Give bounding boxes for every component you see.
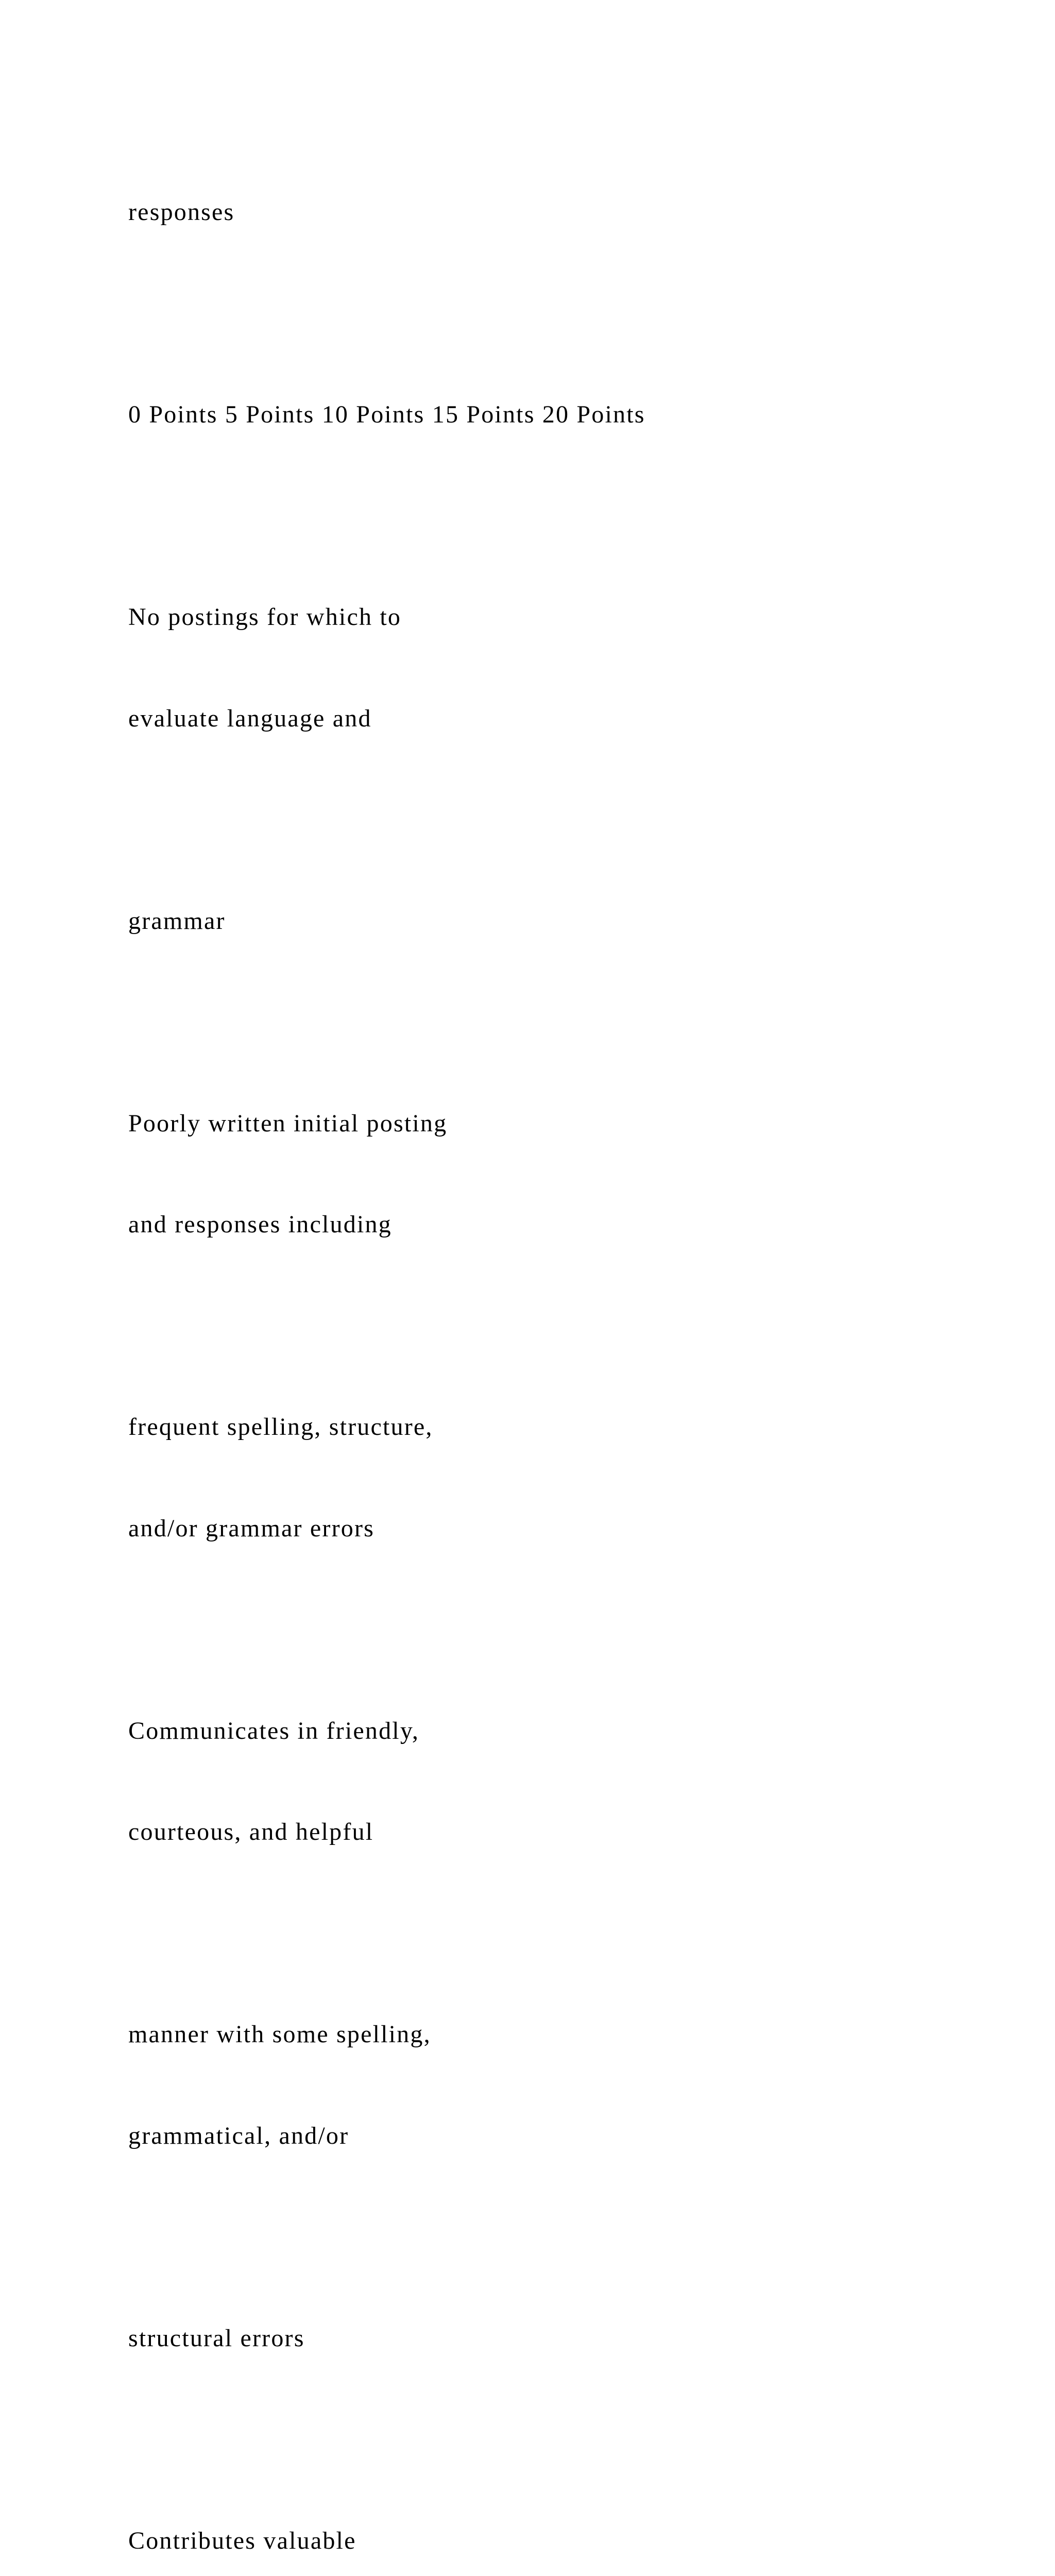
text-line: No postings for which to [128,600,1004,634]
paragraph-structural-errors [128,2254,1004,2423]
paragraph-poorly-written [128,1039,1004,1309]
text-line: Poorly written initial posting [128,1107,1004,1141]
paragraph-frequent-errors [128,1343,1004,1613]
text-line: and responses including [128,1208,1004,1242]
text-line: structural errors [128,2321,1004,2355]
document-body [128,128,1004,2576]
text-line: and/or grammar errors [128,1512,1004,1546]
text-line: grammatical, and/or [128,2119,1004,2153]
text-line: frequent spelling, structure, [128,1410,1004,1444]
paragraph-points-scale [128,330,1004,499]
text-line: Contributes valuable [128,2524,1004,2558]
paragraph-responses [128,128,1004,297]
text-line: grammar [128,904,1004,938]
paragraph-manner [128,1950,1004,2220]
text-line: manner with some spelling, [128,2018,1004,2052]
text-line: 0 Points 5 Points 10 Points 15 Points 20 Points [128,398,1004,432]
paragraph-communicates [128,1647,1004,1917]
paragraph-contributes-valuable [128,2456,1004,2576]
text-line: courteous, and helpful [128,1815,1004,1849]
text-line: Communicates in friendly, [128,1714,1004,1748]
paragraph-no-postings [128,533,1004,803]
paragraph-grammar [128,837,1004,1006]
text-line: responses [128,195,1004,229]
text-line: evaluate language and [128,702,1004,736]
